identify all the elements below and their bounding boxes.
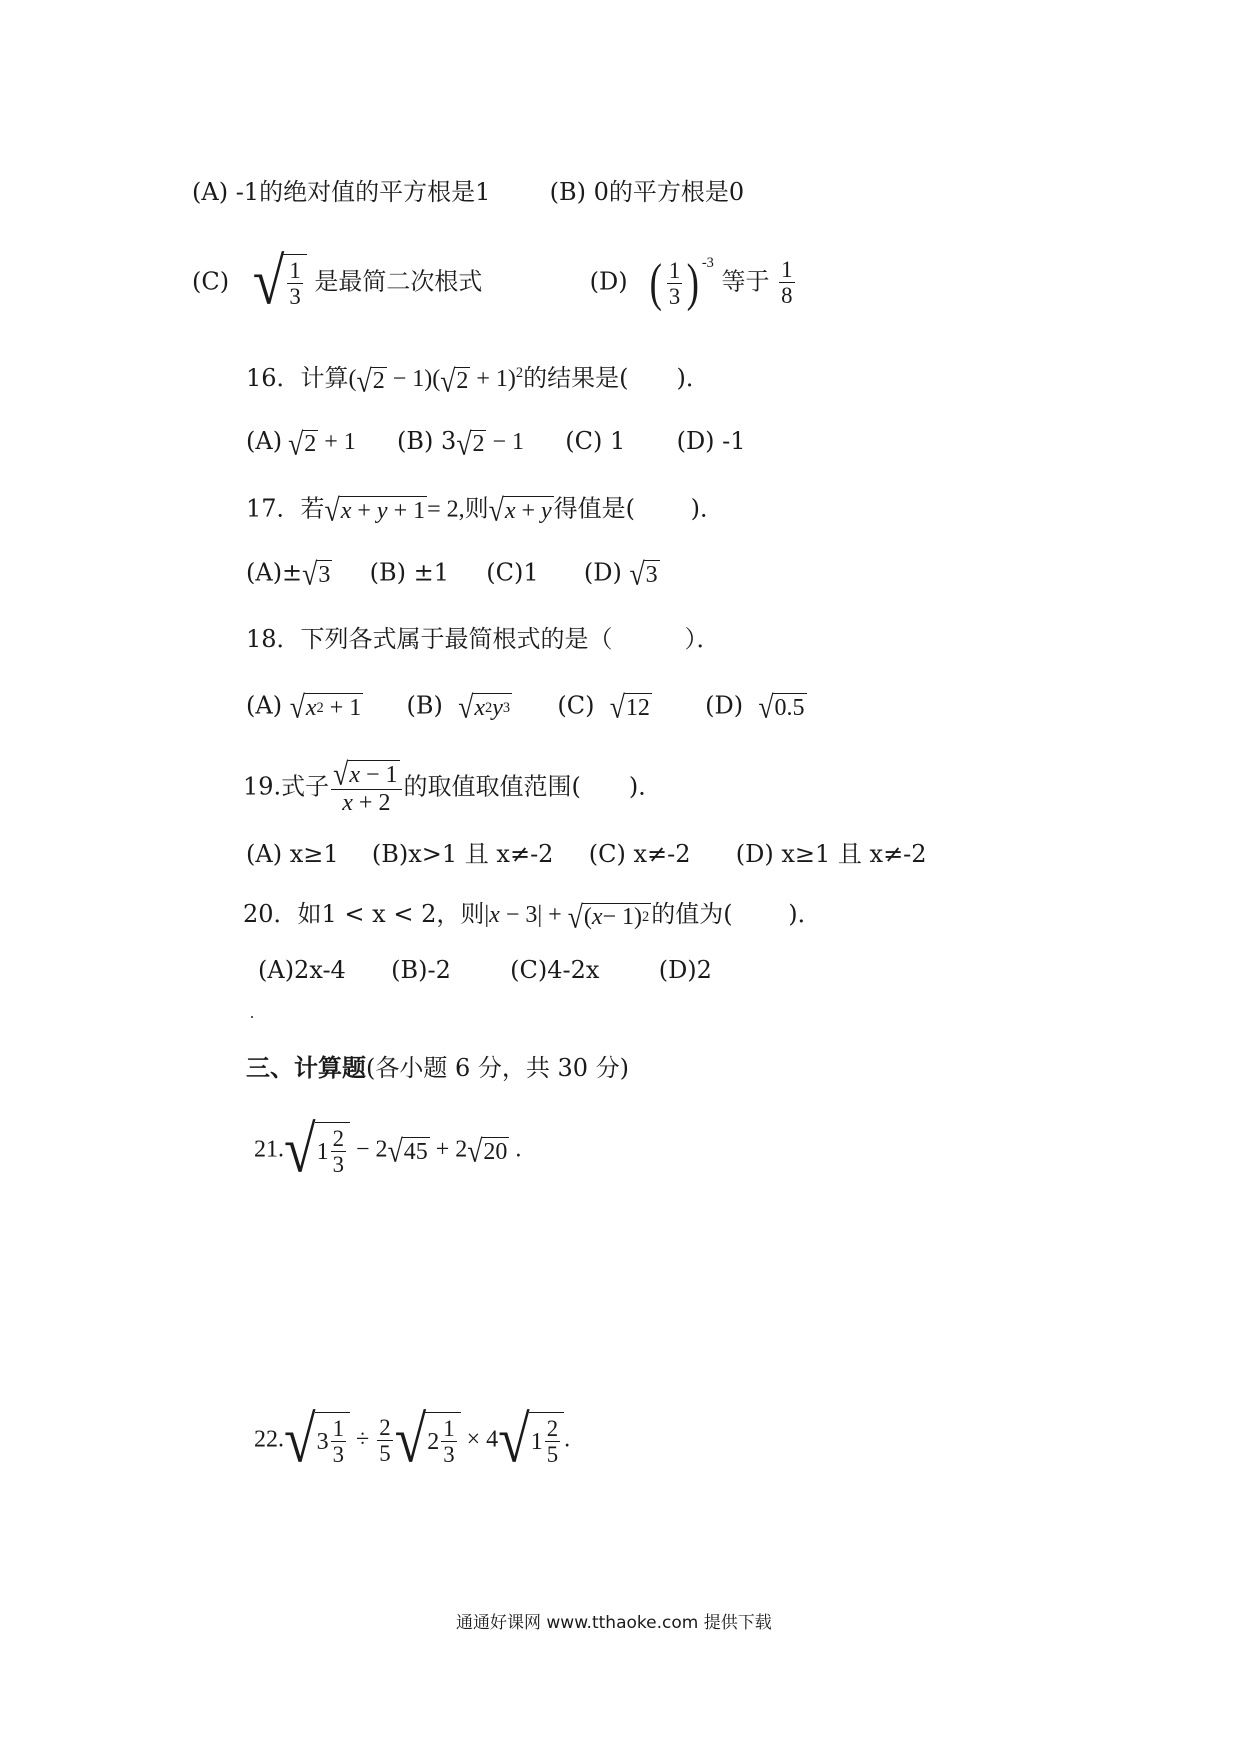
q16-option-b: (B) 3 [397,427,457,455]
sqrt-x-y-1: √ x + y + 1 [324,491,426,528]
q15-option-a: (A) -1的绝对值的平方根是1 [192,178,491,206]
q16-prefix: 16．计算 [246,364,349,392]
q19-option-d: (D) x≥1 且 x≠-2 [735,840,927,868]
sqrt-one-third: √ $\frac{1}{3}$ [253,254,307,312]
q16-expression: ( √ 2 − 1)( √ 2 + 1)$^2$ [348,362,524,398]
q19-option-c: (C) x≠-2 [588,840,691,868]
q17-option-d: (D) [583,558,622,587]
q18-option-b: (B) [406,691,443,720]
q20-stem [243,898,822,934]
stray-dot [251,1016,253,1018]
q15-option-d-label: (D) [589,267,628,296]
q19-suffix: 的取值取值范围( )． [403,772,663,801]
q18-option-a: (A) [246,691,283,720]
q21-label: 21. [254,1136,284,1163]
q16-option-d: (D) -1 [676,427,746,455]
q16-suffix: 的结果是( )． [523,364,710,392]
q16-option-c: (C) 1 [565,427,626,455]
q17-stem [246,491,725,528]
q15-option-c-label: (C) [192,267,230,296]
one-eighth: $\frac{1}{8}$ [781,257,793,309]
q16-option-a: (A) [246,427,283,455]
q18-option-c: (C) [557,691,595,720]
q20-prefix: 20．如1 < x < 2，则 [243,900,485,928]
q18-options: (A) √ x 2 + 1 (B) √ x 2 y 3 (C) √ 12 (D) √ 0.5 [246,688,805,725]
q20-option-d: (D)2 [658,956,712,984]
q17-option-a: (A)± [246,558,303,587]
q16-options: (A) √ 2 + 1 (B) 3 √ 2 − 1 (C) 1 (D) -1 [246,425,746,461]
q19-option-b: (B)x>1 且 x≠-2 [371,840,554,868]
q19-stem [243,755,663,816]
q20-options [258,958,712,982]
q15-option-c-text: 是最简二次根式 [314,267,483,296]
q17-option-c: (C)1 [486,558,539,587]
q20-expression: |x − 3| + √ ( x − 1) 2 [484,898,650,934]
q22-label: 22. [254,1426,284,1453]
q21: 21. √ 1 $\frac{2}{3}$ − 2 √ 45 + 2 √ 20 . [254,1114,522,1187]
q20-option-b: (B)-2 [391,956,451,984]
q17-suffix: 得值是( )． [553,494,725,523]
section3-heading [246,1056,629,1080]
sqrt-x-y: √ x + y [488,491,552,528]
q17-option-b: (B) ±1 [369,558,449,587]
section3-title: 三、计算题 [246,1054,366,1082]
q19-fraction: √ x − 1 x + 2 [331,760,401,816]
q15-row1 [192,180,744,204]
q20-option-c: (C)4-2x [510,956,600,984]
q18-option-d: (D) [705,691,744,720]
q20-option-a: (A)2x-4 [258,956,346,984]
q15-option-b: (B) 0的平方根是0 [549,178,745,206]
q19-options [246,842,927,866]
q17-options: (A)± √ 3 (B) ±1 (C)1 (D) √ 3 [246,555,658,592]
q20-suffix: 的值为( )． [651,900,822,928]
footer: 通通好课网 www.tthaoke.com 提供下载 [456,1613,772,1633]
q22: 22. √ 3 $\frac{1}{3}$ ÷ $\frac{2}{5}$ √ 2 $\frac{1}{3}$ × 4 √ 1 $\frac{2}{5}$ . [254,1404,571,1477]
q15-row2 [192,246,797,319]
q17-mid: = 2,则 [427,496,489,523]
section3-note: (各小题 6 分，共 30 分) [366,1054,630,1082]
q18-stem: 18．下列各式属于最简根式的是（ ）． [246,625,721,653]
q19-option-a: (A) x≥1 [246,840,339,868]
one-third-power: ( $\frac{1}{3}$ ) $^{-3}$ [649,254,714,313]
q15-option-d-text: 等于 [721,267,770,296]
q16-stem [246,362,710,398]
q17-prefix: 17．若 [246,494,325,523]
q19-prefix: 19.式子 [243,772,330,801]
